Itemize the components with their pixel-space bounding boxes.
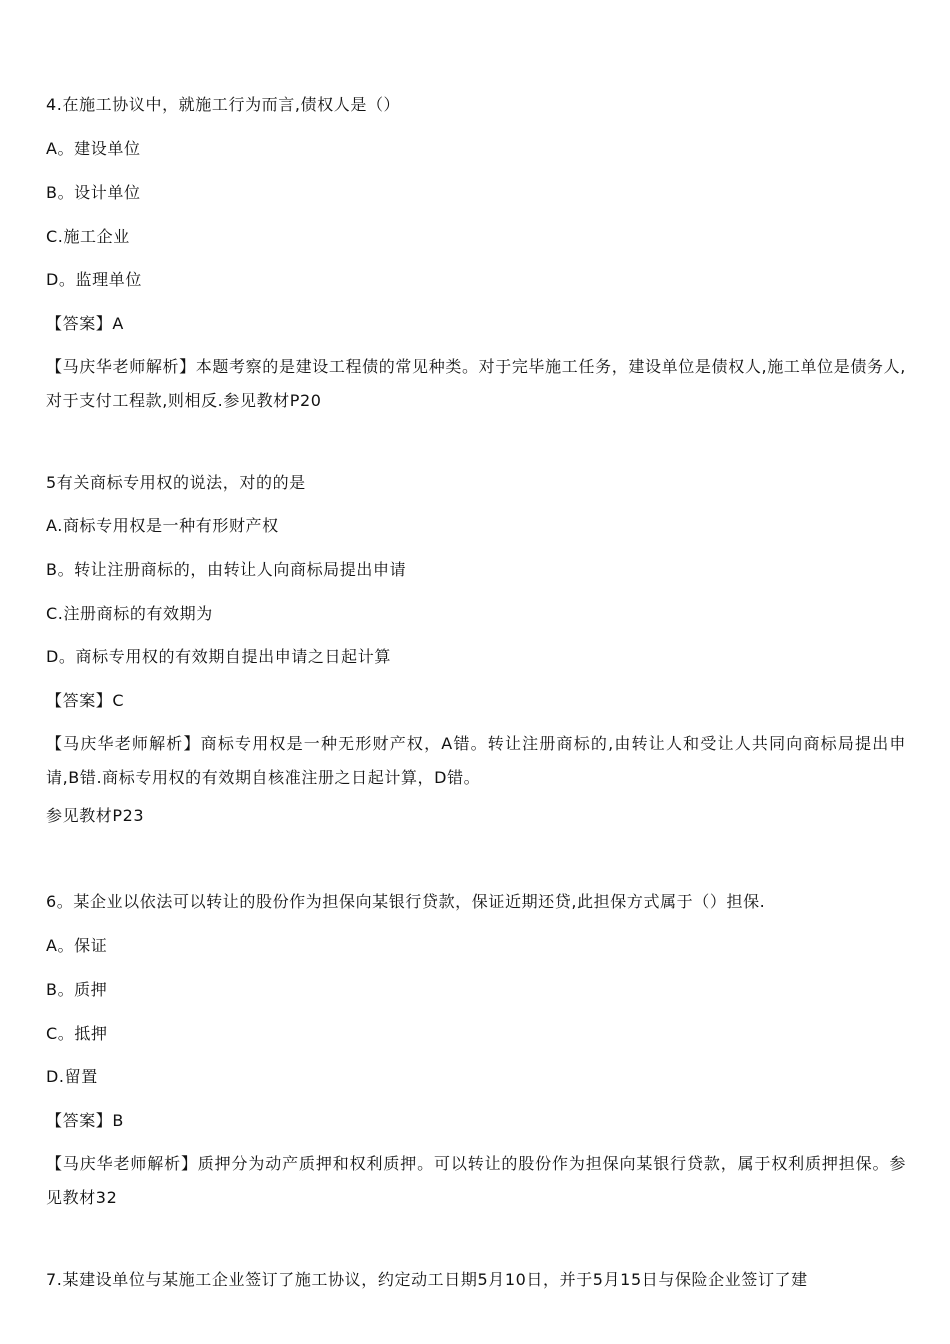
question-5-option-d: D。商标专用权的有效期自提出申请之日起计算 [46, 647, 391, 666]
question-4-analysis: 【马庆华老师解析】本题考察的是建设工程债的常见种类。对于完毕施工任务，建设单位是债权人,施工单位是债务人,对于支付工程款,则相反.参见教材P20 [46, 357, 906, 410]
question-4-option-b: B。设计单位 [46, 183, 141, 202]
question-5-reference: 参见教材P23 [46, 806, 145, 825]
question-5-answer: 【答案】C [46, 691, 125, 710]
question-5-option-b: B。转让注册商标的，由转让人向商标局提出申请 [46, 560, 407, 579]
question-5-stem: 5有关商标专用权的说法，对的的是 [46, 473, 306, 492]
question-4-option-a: A。建设单位 [46, 139, 141, 158]
question-5-analysis: 【马庆华老师解析】商标专用权是一种无形财产权，A错。转让注册商标的,由转让人和受让人共同向商标局提出申请,B错.商标专用权的有效期自核准注册之日起计算，D错。 [46, 734, 906, 787]
question-4-stem: 4.在施工协议中，就施工行为而言,债权人是（） [46, 95, 401, 114]
question-5-option-c: C.注册商标的有效期为 [46, 604, 213, 623]
question-4-option-c: C.施工企业 [46, 227, 130, 246]
question-6-option-a: A。保证 [46, 936, 108, 955]
question-6-answer: 【答案】B [46, 1111, 124, 1130]
question-6-option-b: B。质押 [46, 980, 108, 999]
question-4-option-d: D。监理单位 [46, 270, 142, 289]
question-7-stem: 7.某建设单位与某施工企业签订了施工协议，约定动工日期5月10日，并于5月15日与保险企业签订了建 [46, 1270, 808, 1289]
question-6-option-d: D.留置 [46, 1067, 98, 1086]
question-6-analysis: 【马庆华老师解析】质押分为动产质押和权利质押。可以转让的股份作为担保向某银行贷款，属于权利质押担保。参见教材32 [46, 1154, 906, 1207]
question-6-stem: 6。某企业以依法可以转让的股份作为担保向某银行贷款，保证近期还贷,此担保方式属于（）担保. [46, 892, 766, 911]
question-5-option-a: A.商标专用权是一种有形财产权 [46, 516, 279, 535]
question-6-option-c: C。抵押 [46, 1024, 108, 1043]
question-4-answer: 【答案】A [46, 314, 124, 333]
